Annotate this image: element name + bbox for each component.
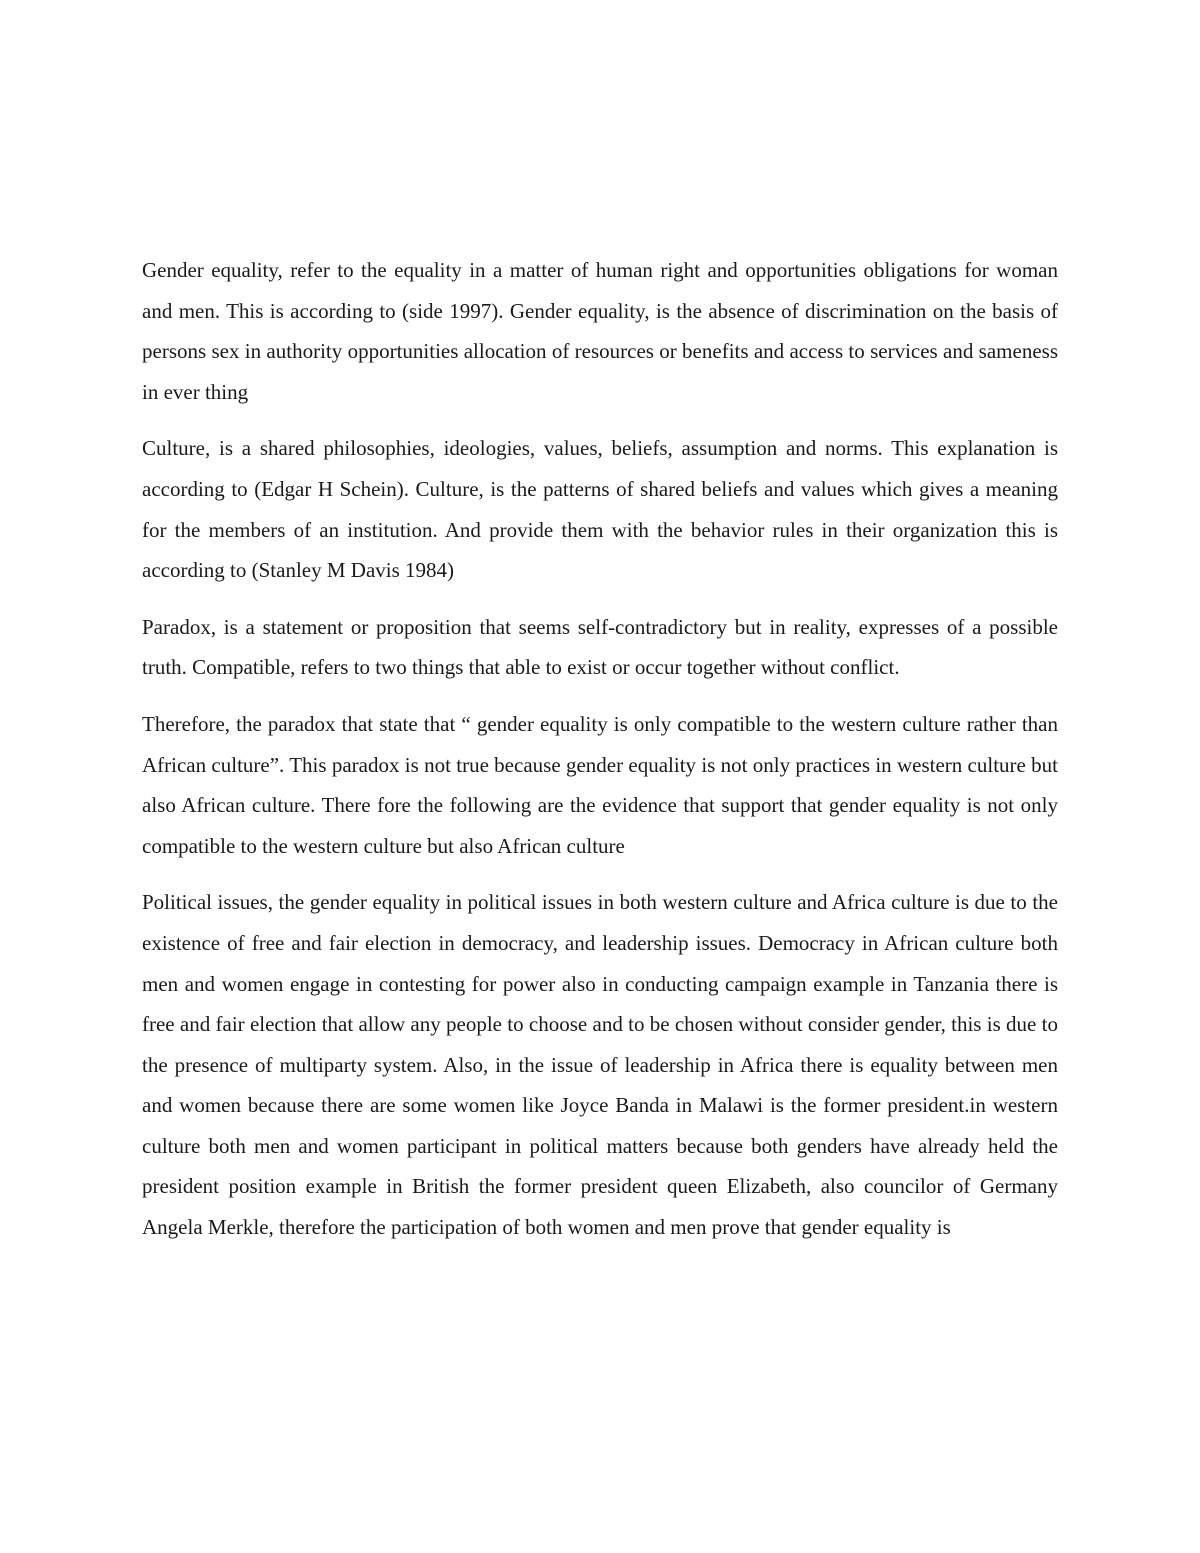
paragraph-culture-definition: Culture, is a shared philosophies, ideologies, values, beliefs, assumption and norms. This explanation is according to (Edgar H Schein). Culture, is the patterns of shared beliefs and values which gives a meaning for the members of an institution. And provide them with the behavior rules in their organization this is according to (Stanley M Davis 1984)	[142, 436, 1058, 583]
paragraph-paradox-statement: Therefore, the paradox that state that “ gender equality is only compatible to the western culture rather than African culture”. This paradox is not true because gender equality is not only practices in western culture but also African culture. There fore the following are the evidence that support that gender equality is not only compatible to the western culture but also African culture	[142, 711, 1058, 858]
paragraph-political-issues: Political issues, the gender equality in political issues in both western culture and Africa culture is due to the existence of free and fair election in democracy, and leadership issues. Democracy in African culture both men and women engage in contesting for power also in conducting campaign example in Tanzania there is free and fair election that allow any people to choose and to be chosen without consider gender, this is due to the presence of multiparty system. Also, in the issue of leadership in Africa there is equality between men and women because there are some women like Joyce Banda in Malawi is the former president.in western culture both men and women participant in political matters because both genders have already held the president position example in British the former president queen Elizabeth, also councilor of Germany Angela Merkle, therefore the participation of both women and men prove that gender equality is	[142, 890, 1058, 1240]
paragraph-paradox-definition: Paradox, is a statement or proposition that seems self-contradictory but in reality, expresses of a possible truth. Compatible, refers to two things that able to exist or occur together without conflict.	[142, 614, 1058, 680]
document-body	[142, 250, 1058, 1264]
paragraph-gender-equality-definition: Gender equality, refer to the equality in a matter of human right and opportunities obligations for woman and men. This is according to (side 1997). Gender equality, is the absence of discrimination on the basis of persons sex in authority opportunities allocation of resources or benefits and access to services and sameness in ever thing	[142, 258, 1058, 404]
